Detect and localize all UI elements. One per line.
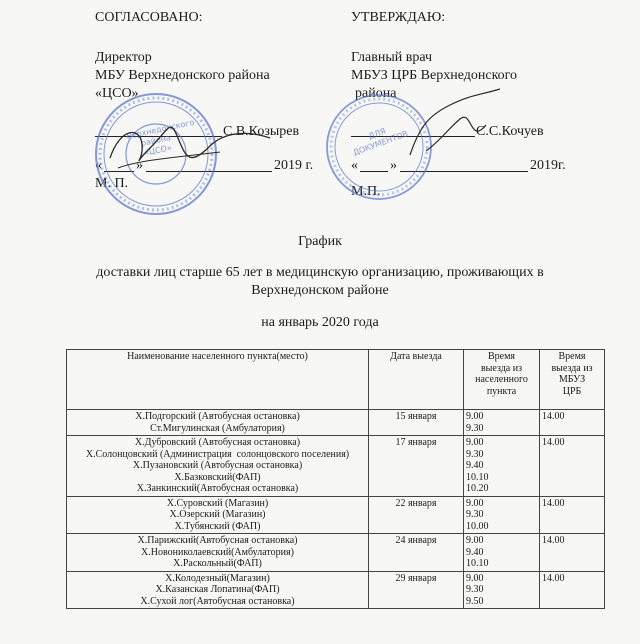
approval-left-position: Директор (95, 50, 152, 65)
depart-time-cell (464, 571, 540, 609)
place-name: Х.Парижский(Автобусная остановка) (137, 535, 298, 546)
place-name: Х.Раскольный(ФАП) (173, 558, 262, 569)
approval-right-date-close: » (390, 158, 397, 173)
return-time-cell: 14.00 (540, 571, 605, 609)
header-date: Дата выезда (369, 350, 464, 410)
header-return-line: ЦРБ (562, 385, 582, 397)
left-signature (100, 108, 280, 178)
table-row (67, 410, 605, 436)
schedule-table (66, 349, 605, 609)
place-cell (67, 436, 369, 497)
header-depart-line: выезда из (480, 362, 523, 374)
place-name: Х.Подгорский (Автобусная остановка) (135, 411, 300, 422)
depart-time: 9.00 (466, 497, 484, 509)
depart-time: 9.40 (466, 546, 484, 558)
header-return-time (540, 350, 605, 410)
date-cell: 22 января (369, 496, 464, 534)
header-depart-line: Время (487, 351, 516, 362)
document-period: на январь 2020 года (261, 315, 379, 330)
date-cell: 29 января (369, 571, 464, 609)
place-cell (67, 410, 369, 436)
approval-left-org-2: «ЦСО» (95, 86, 139, 101)
depart-time: 9.00 (466, 572, 484, 584)
table-row (67, 436, 605, 497)
place-name: Х.Солонцовский (Администрация солонцовского поселения) (85, 448, 350, 460)
depart-time: 9.00 (466, 411, 484, 422)
document-title: График (298, 234, 342, 249)
depart-time: 10.00 (466, 520, 489, 532)
approval-right-position: Главный врач (351, 50, 433, 65)
approval-right-date-open: « (351, 158, 358, 173)
approval-left-heading: СОГЛАСОВАНО: (95, 10, 203, 25)
return-time-cell: 14.00 (540, 534, 605, 572)
return-time-cell: 14.00 (540, 410, 605, 436)
header-return-line: выезда из (551, 362, 593, 374)
document-subtitle-line1: доставки лиц старше 65 лет в медицинскую организацию, проживающих в (96, 265, 544, 280)
approval-left-date-close: » (136, 158, 143, 173)
place-cell (67, 496, 369, 534)
place-cell (67, 571, 369, 609)
header-place: Наименование населенного пункта(место) (67, 350, 369, 410)
depart-time: 9.40 (466, 460, 484, 471)
place-name: Х.Базковский(ФАП) (174, 471, 261, 483)
depart-time: 9.30 (466, 509, 484, 520)
depart-time: 9.50 (466, 595, 484, 607)
approval-right-org-2: района (355, 86, 397, 101)
depart-time: 9.00 (466, 437, 484, 448)
return-time-cell: 14.00 (540, 436, 605, 497)
table-row (67, 496, 605, 534)
depart-time: 9.30 (466, 422, 484, 434)
right-signature (390, 85, 520, 175)
return-time-cell: 14.00 (540, 496, 605, 534)
place-name: Х.Новониколаевский(Амбулатория) (141, 546, 294, 558)
depart-time: 10.10 (466, 558, 489, 569)
approval-right-mp: М.П. (351, 184, 381, 199)
place-name: Х.Занкинский(Автобусная остановка) (136, 483, 299, 494)
approval-right-year: 2019г. (530, 158, 566, 173)
approval-left-year: 2019 г. (274, 158, 314, 173)
table-row (67, 534, 605, 572)
depart-time: 9.30 (466, 584, 484, 595)
approval-left-date-open: « (95, 158, 102, 173)
header-depart-line: пункта (486, 385, 517, 397)
place-name: Ст.Мигулинская (Амбулатория) (150, 422, 285, 434)
table-row (67, 571, 605, 609)
place-name: Х.Пузановский (Автобусная остановка) (132, 460, 303, 471)
depart-time: 10.20 (466, 483, 489, 494)
right-stamp-text: ДЛЯ ДОКУМЕНТОВ (351, 126, 410, 158)
header-return-line: Время (558, 351, 586, 362)
place-name: Х.Колодезный(Магазин) (165, 572, 270, 584)
approval-left-mp: М. П. (95, 176, 129, 191)
date-cell: 15 января (369, 410, 464, 436)
approval-left-signer: С.В.Козырев (223, 124, 300, 139)
document-subtitle-line2: Верхнедонском районе (251, 283, 389, 298)
depart-time: 9.30 (466, 448, 484, 460)
place-name: Х.Тубянский (ФАП) (174, 520, 261, 532)
date-cell: 17 января (369, 436, 464, 497)
place-name: Х.Дубровский (Автобусная остановка) (134, 437, 301, 448)
depart-time-cell (464, 534, 540, 572)
approval-right-heading: УТВЕРЖДАЮ: (351, 10, 446, 25)
place-name: Х.Суровский (Магазин) (166, 497, 269, 509)
place-name: Х.Сухой лог(Автобусная остановка) (140, 595, 295, 607)
header-depart-time (464, 350, 540, 410)
approval-right-signer: С.С.Кочуев (476, 124, 544, 139)
depart-time-cell (464, 410, 540, 436)
depart-time: 9.00 (466, 535, 484, 546)
approval-right-org: МБУЗ ЦРБ Верхнедонского (351, 68, 518, 83)
place-name: Х.Озерский (Магазин) (169, 509, 266, 520)
depart-time-cell (464, 496, 540, 534)
approval-left-org: МБУ Верхнедонского района (95, 68, 270, 83)
table-header-row (67, 350, 605, 410)
depart-time-cell (464, 436, 540, 497)
depart-time: 10.10 (466, 471, 489, 483)
place-name: Х.Казанская Лопатина(ФАП) (155, 584, 280, 595)
header-depart-line: населенного (475, 374, 528, 385)
date-cell: 24 января (369, 534, 464, 572)
left-stamp-text: Верхнедонского района «ЦСО» (125, 117, 196, 158)
header-return-line: МБУЗ (558, 374, 586, 385)
place-cell (67, 534, 369, 572)
